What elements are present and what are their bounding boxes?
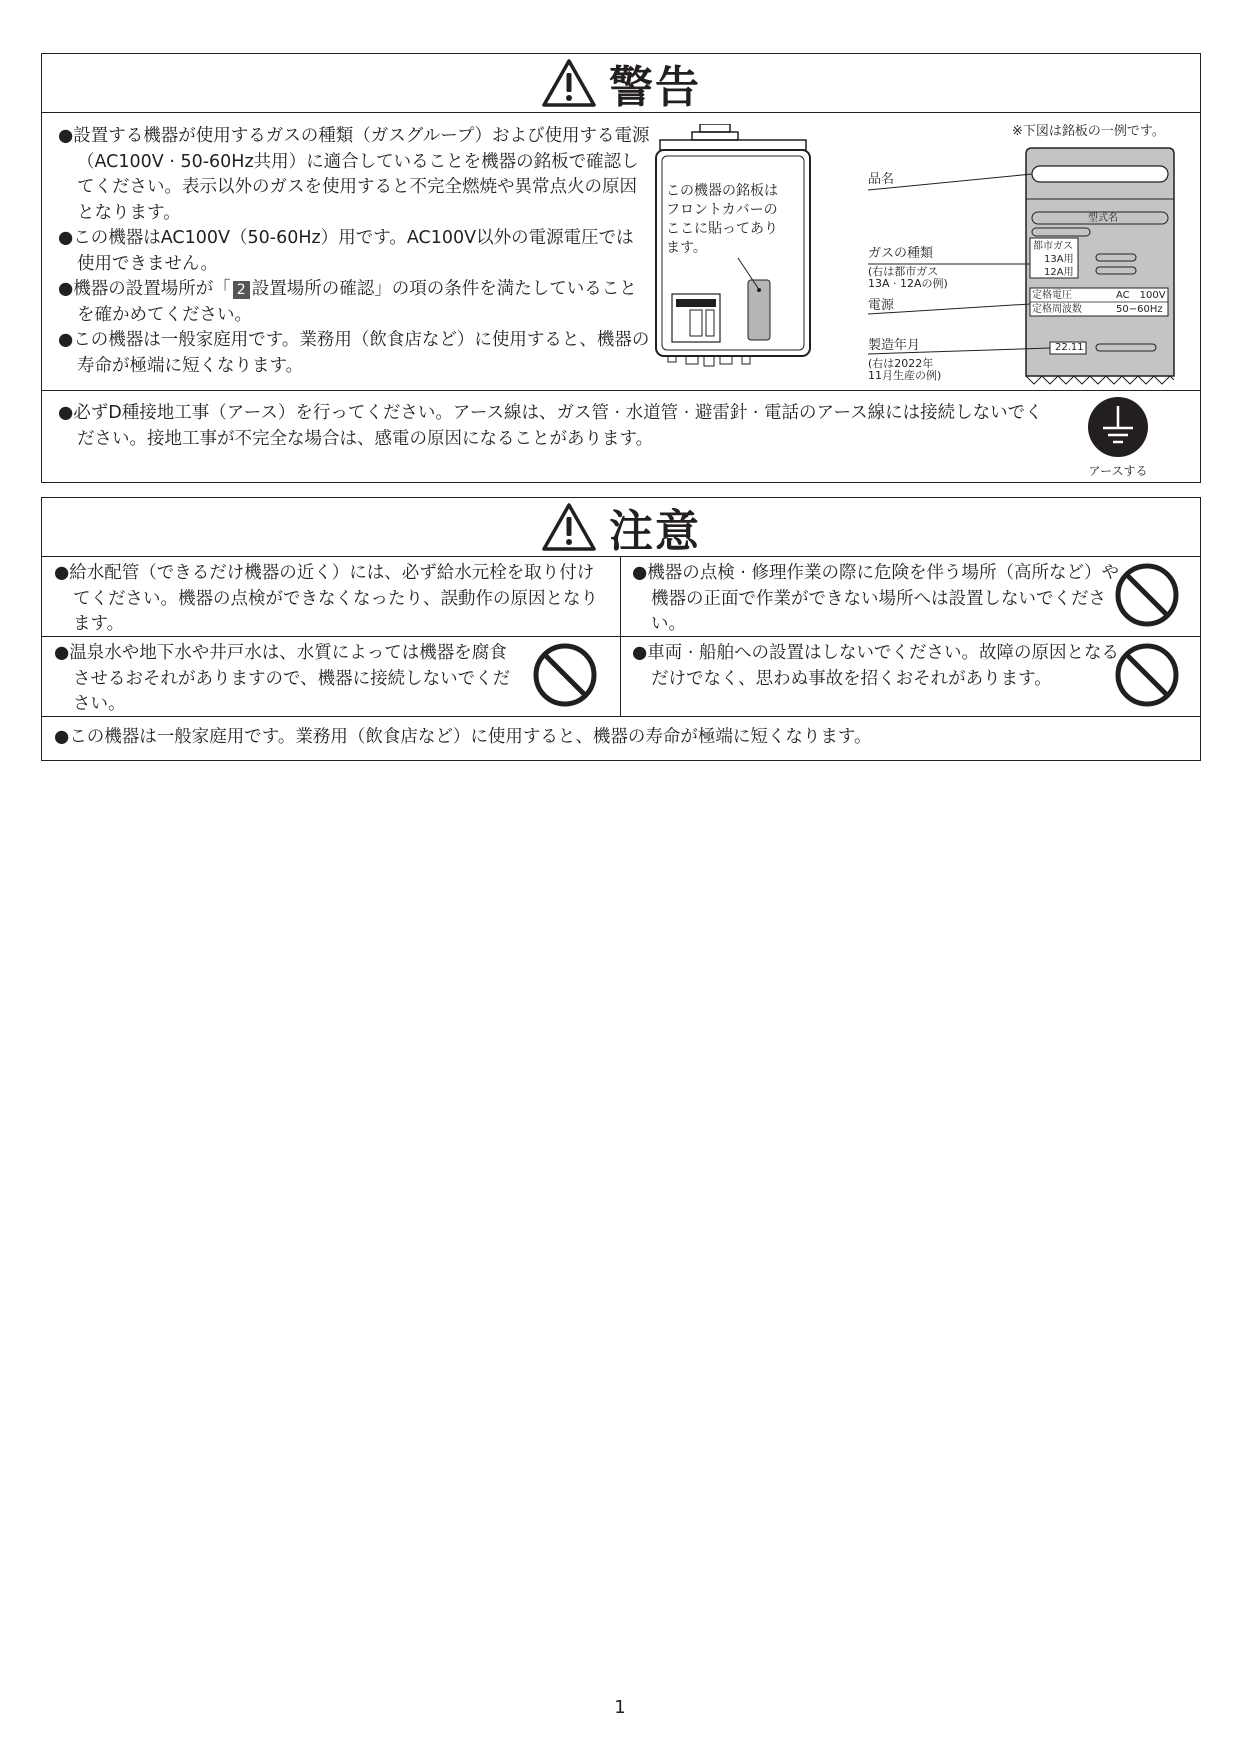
label-product-name: 品名: [868, 172, 895, 187]
plate-gas-13a: 13A用: [1044, 254, 1074, 265]
prohibited-icon: [1114, 562, 1180, 628]
install-item-post: 設置場所の確認」の項の条件を満たしていることを確かめてください。: [77, 279, 637, 325]
warning-header: [42, 54, 1200, 113]
vehicle-text: ●車両 · 船舶への設置はしないでください。故障の原因となるだけでなく、思わぬ事故を招くおそれがあります。: [632, 643, 1119, 689]
prohibited-icon: [1114, 642, 1180, 708]
plate-voltage-value: AC 100V: [1116, 290, 1166, 301]
grounding-text: ●必ずD種接地工事（アース）を行ってください。アース線は、ガス管 · 水道管 · 避雷針 · 電話のアース線には接続しないでください。接地工事が不完全な場合は、感電の原因になることがあります。: [58, 403, 1043, 449]
warning-triangle-icon: [541, 58, 597, 108]
nameplate-location-note: この機器の銘板はフロントカバーのここに貼ってあります。: [666, 182, 782, 258]
plate-date-value: 22.11: [1055, 342, 1084, 353]
label-date-example: (右は2022年 11月生産の例): [868, 357, 942, 382]
warning-item-voltage: ●この機器はAC100V（50-60Hz）用です。AC100V以外の電源電圧では使用できません。: [58, 228, 634, 274]
warning-item-household: ●この機器は一般家庭用です。業務用（飲食店など）に使用すると、機器の寿命が極端に短くなります。: [58, 330, 650, 376]
household-text: ●この機器は一般家庭用です。業務用（飲食店など）に使用すると、機器の寿命が極端に短くなります。: [54, 727, 872, 747]
warning-item-install-location: [58, 277, 650, 328]
caution-item-household: [54, 725, 1174, 751]
ground-icon: [1087, 396, 1149, 458]
caution-item-water-pipe: [54, 561, 609, 638]
caution-section: [41, 497, 1201, 761]
plate-model-name: 型式名: [1088, 213, 1118, 224]
warning-item-gas-type: ●設置する機器が使用するガスの種類（ガスグループ）および使用する電源（AC100V · 50-60Hz共用）に適合していることを機器の銘板で確認してください。表示以外のガスを使用すると不完全燃焼や異常点火の原因となります。: [58, 126, 650, 223]
page-number: 1: [614, 1697, 626, 1718]
install-item-pre: ●機器の設置場所が「: [58, 279, 231, 299]
caution-title: 注意: [609, 506, 701, 557]
label-gas-type: ガスの種類: [868, 246, 934, 261]
plate-gas-city: 都市ガス: [1033, 241, 1073, 252]
warning-item-grounding: [58, 401, 1058, 452]
plate-frequency-value: 50−60Hz: [1116, 304, 1163, 315]
hot-spring-text: ●温泉水や地下水や井戸水は、水質によっては機器を腐食させるおそれがありますので、機器に接続しないでください。: [54, 643, 511, 714]
caution-item-vehicle: [632, 641, 1122, 692]
plate-voltage-label: 定格電圧: [1032, 290, 1072, 301]
plate-gas-12a: 12A用: [1044, 267, 1074, 278]
ground-label: アースする: [1088, 464, 1148, 478]
prohibited-icon: [532, 642, 598, 708]
label-power: 電源: [868, 298, 895, 313]
caution-item-inspection: [632, 561, 1122, 638]
nameplate-diagram: [864, 124, 1194, 390]
warning-title: 警告: [609, 62, 701, 113]
caution-header: [42, 498, 1200, 557]
inspection-text: ●機器の点検 · 修理作業の際に危険を伴う場所（高所など）や機器の正面で作業ができない場所へは設置しないでください。: [632, 563, 1119, 634]
caution-triangle-icon: [541, 502, 597, 552]
warning-text-block: [58, 124, 650, 379]
caution-item-hot-spring: [54, 641, 522, 718]
water-pipe-text: ●給水配管（できるだけ機器の近く）には、必ず給水元栓を取り付けてください。機器の点検ができなくなったり、誤動作の原因となります。: [54, 563, 598, 634]
nameplate-example-note: ※下図は銘板の一例です。: [1012, 124, 1165, 139]
water-heater-illustration: [652, 124, 842, 374]
label-gas-example: (右は都市ガス 13A · 12Aの例): [868, 265, 948, 290]
warning-divider: [42, 390, 1200, 391]
warning-section: [41, 53, 1201, 483]
plate-frequency-label: 定格周波数: [1032, 304, 1082, 315]
section-number-badge: 2: [233, 281, 250, 299]
label-manufacture-date: 製造年月: [868, 338, 921, 353]
